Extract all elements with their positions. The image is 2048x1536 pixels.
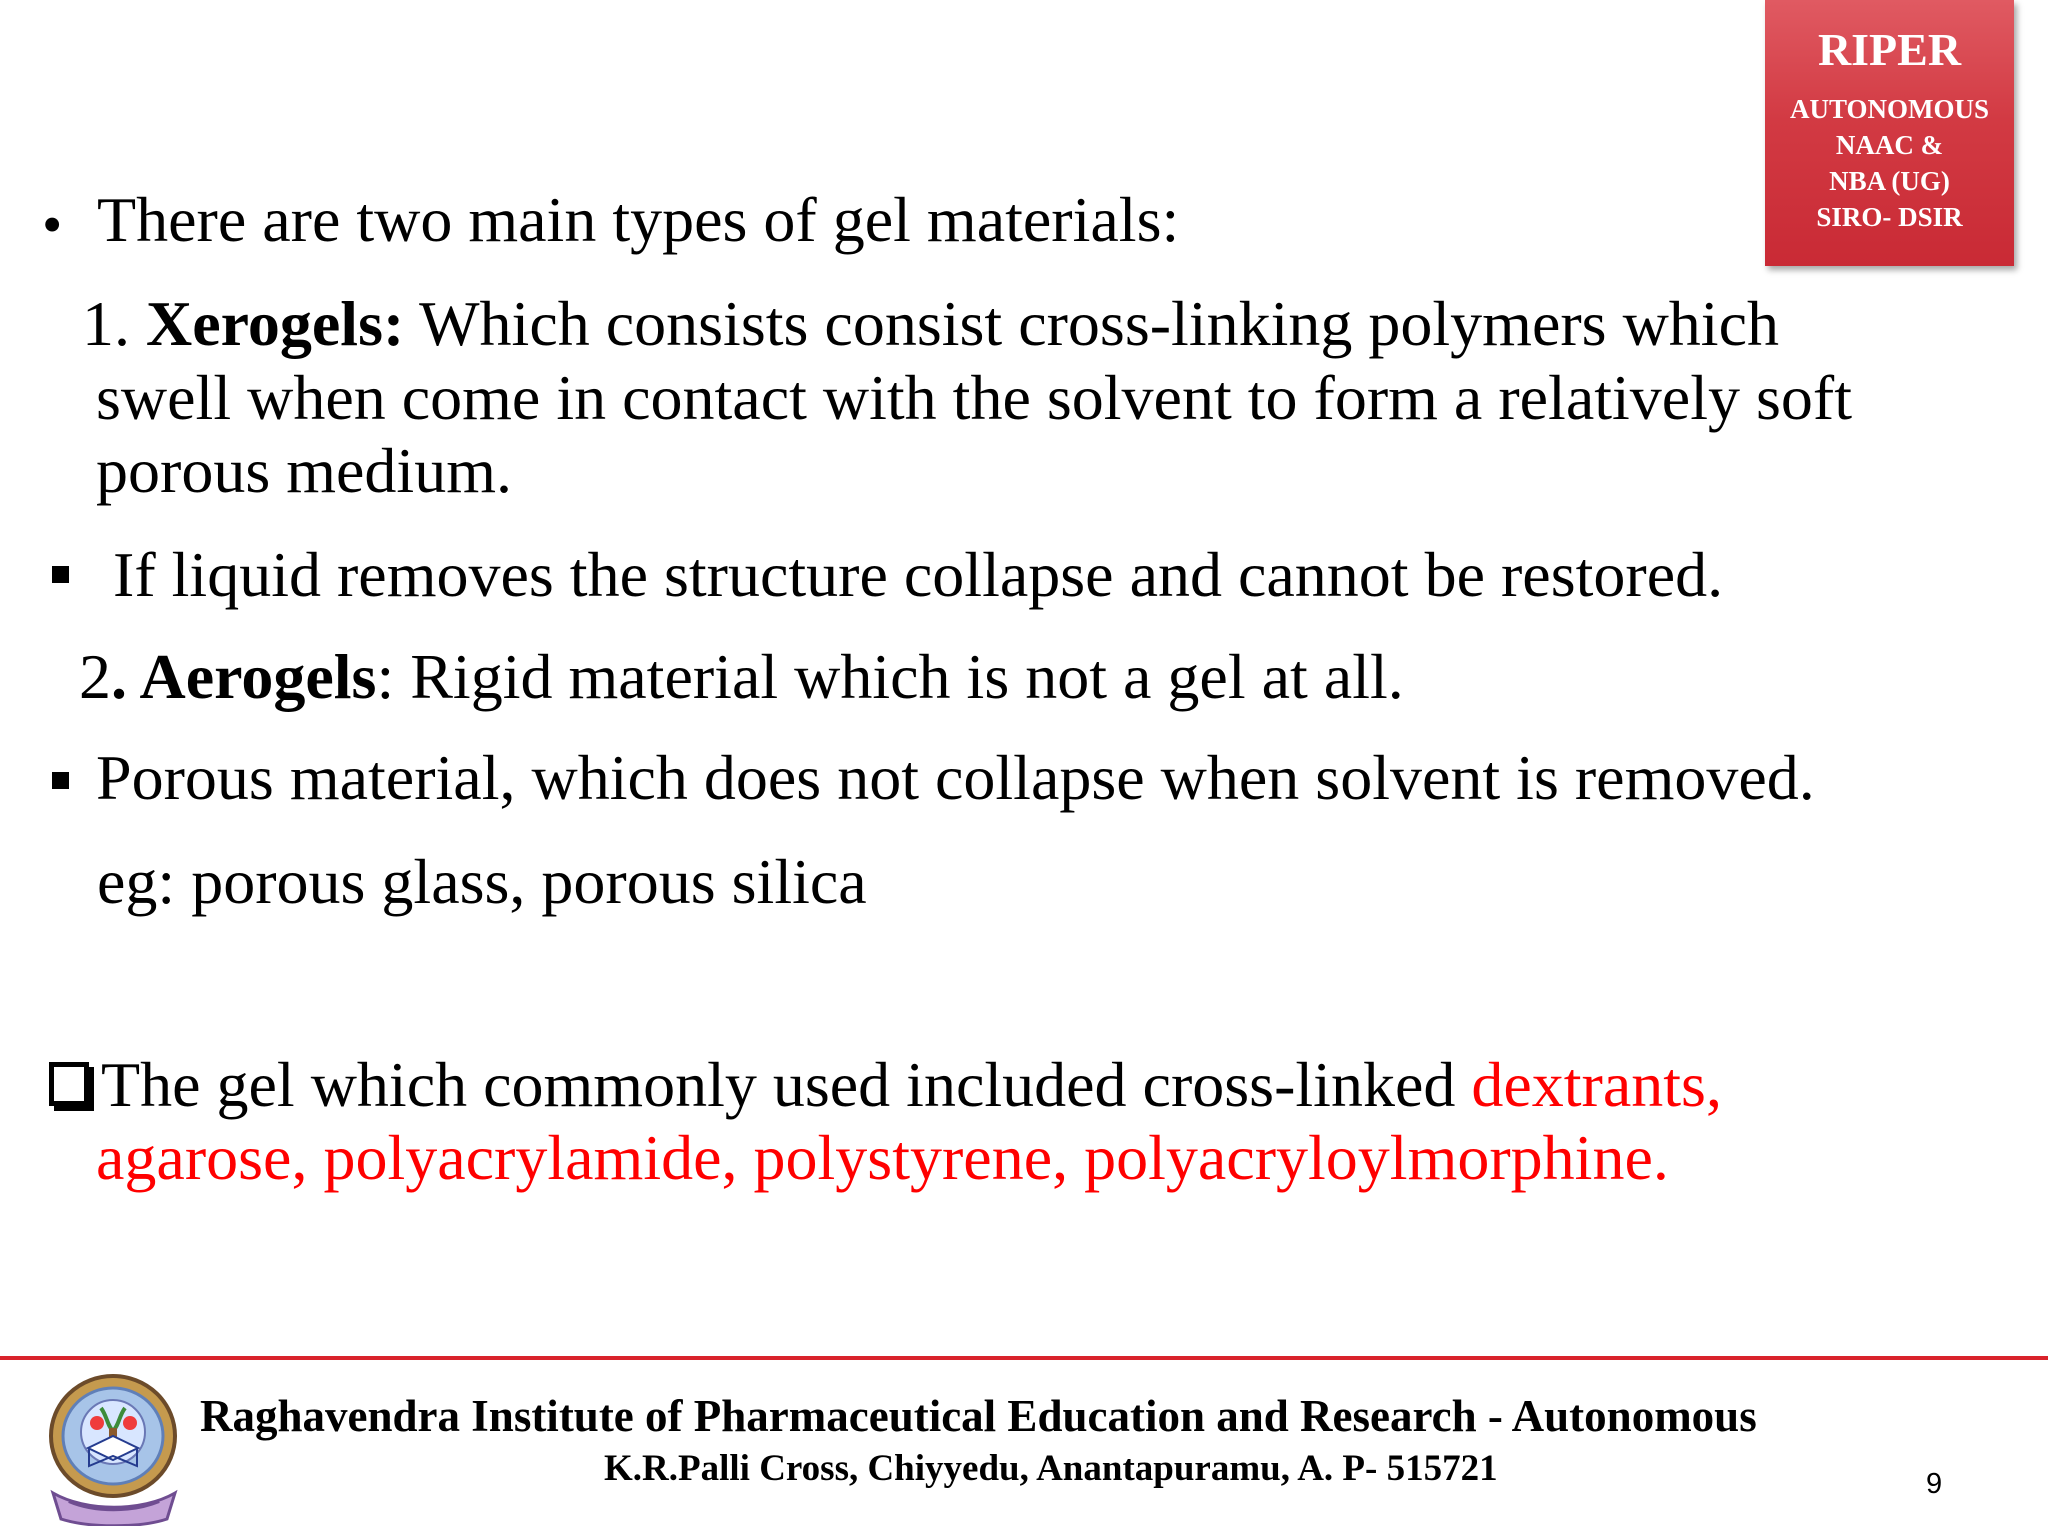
badge-title: RIPER: [1817, 24, 1962, 75]
page-number: 9: [1926, 1468, 1943, 1500]
xerogel-note: If liquid removes the structure collapse and cannot be restored.: [113, 539, 1724, 610]
xerogels-line-2: swell when come in contact with the solvent to form a relatively soft: [96, 362, 1852, 433]
badge-siro: SIRO- DSIR: [1816, 202, 1963, 232]
institution-name: Raghavendra Institute of Pharmaceutical Education and Research - Autonomous: [200, 1391, 1757, 1441]
institution-seal-icon: [41, 1370, 187, 1526]
badge-autonomous: AUTONOMOUS: [1789, 94, 1990, 124]
badge-naac: NAAC &: [1835, 130, 1944, 160]
common-gels-red-1: dextrants,: [1471, 1049, 1722, 1120]
aerogels-term: Aerogels: [139, 641, 377, 712]
xerogels-term: Xerogels:: [146, 288, 405, 359]
round-bullet-icon: •: [42, 192, 63, 257]
aerogel-note: Porous material, which does not collapse when solvent is removed.: [96, 742, 1815, 813]
badge-nba: NBA (UG): [1829, 166, 1950, 196]
example-text: eg: porous glass, porous silica: [97, 846, 867, 917]
aerogels-dot: .: [111, 641, 140, 712]
square-bullet-icon: [52, 772, 69, 789]
xerogels-line-1: [82, 287, 1779, 361]
intro-text: There are two main types of gel materials:: [97, 184, 1180, 255]
footer-divider: [0, 1356, 2048, 1360]
common-gels-line-2: agarose, polyacrylamide, polystyrene, polyacryloylmorphine.: [96, 1122, 1669, 1193]
checkbox-bullet-icon: [49, 1062, 89, 1106]
xerogels-description-1: Which consists consist cross-linking polymers which: [404, 288, 1779, 359]
aerogels-number: 2: [79, 641, 111, 712]
common-gels-prefix: The gel which commonly used included cross-linked: [101, 1049, 1472, 1120]
aerogels-line: [79, 640, 1404, 714]
square-bullet-icon: [52, 566, 69, 583]
institution-address: K.R.Palli Cross, Chiyyedu, Anantapuramu, A. P- 515721: [604, 1448, 1498, 1489]
aerogels-description: : Rigid material which is not a gel at all.: [376, 641, 1404, 712]
xerogels-number: 1.: [82, 288, 146, 359]
common-gels-line-1: [101, 1048, 1722, 1122]
xerogels-line-3: porous medium.: [96, 435, 512, 506]
